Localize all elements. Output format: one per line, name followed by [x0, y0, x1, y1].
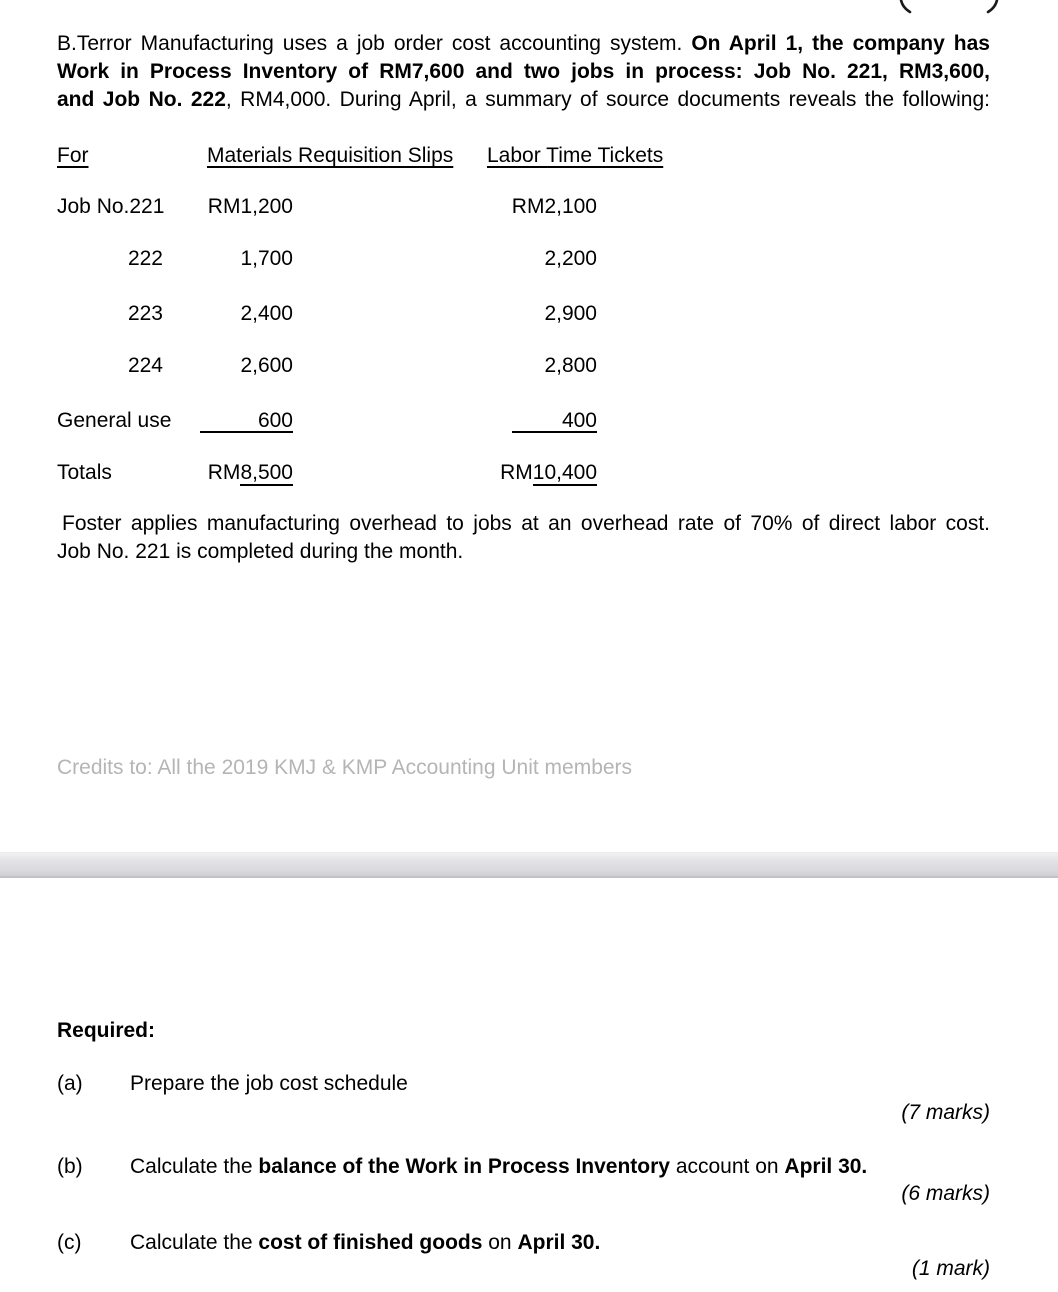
totals-labor-amount: 10,400 [532, 461, 597, 484]
labor-value: 2,800 [544, 354, 597, 377]
column-header-labor: Labor Time Tickets [487, 144, 664, 167]
credits-text: Credits to: All the 2019 KMJ & KMP Accounting Unit members [57, 756, 633, 779]
item-a-label: (a) [57, 1072, 83, 1095]
item-a-text: Prepare the job cost schedule [130, 1072, 408, 1095]
overhead-note [57, 510, 990, 566]
totals-materials-amount: 8,500 [240, 461, 293, 484]
labor-value-underlined: 400 [512, 410, 597, 433]
item-a-marks: (7 marks) [901, 1101, 990, 1124]
row-label: 222 [127, 247, 163, 270]
totals-materials [160, 462, 293, 483]
row-label: Job No.221 [57, 195, 165, 218]
labor-value: 2,200 [544, 247, 597, 270]
intro-line: Work in Process Inventory of RM7,600 and two jobs in process: Job No. 221, RM3,600, [57, 60, 990, 83]
materials-value: 2,600 [240, 354, 293, 377]
materials-value-underlined: 600 [200, 410, 293, 433]
row-label: 223 [127, 302, 163, 325]
cropped-paren-right [985, 0, 1001, 14]
row-label: General use [57, 409, 172, 432]
section-divider-bar [0, 852, 1058, 878]
labor-value: 2,900 [544, 302, 597, 325]
intro-paragraph [57, 30, 990, 114]
totals-labor [460, 462, 597, 483]
column-header-for: For [57, 144, 89, 167]
item-b-marks: (6 marks) [901, 1182, 990, 1205]
item-c-text: Calculate the cost of finished goods on April 30. [130, 1231, 601, 1254]
totals-label: Totals [57, 461, 112, 484]
overhead-note-line: Foster applies manufacturing overhead to jobs at an overhead rate of 70% of direct labor cost. [62, 512, 990, 535]
required-heading: Required: [57, 1019, 156, 1042]
column-header-materials: Materials Requisition Slips [207, 144, 454, 167]
item-b-text: Calculate the balance of the Work in Process Inventory account on April 30. [130, 1155, 868, 1178]
cropped-paren-left [897, 0, 913, 14]
item-c-marks: (1 mark) [911, 1257, 990, 1280]
overhead-note-line: Job No. 221 is completed during the month. [57, 540, 464, 563]
currency-prefix: RM [500, 461, 533, 484]
materials-value: 1,700 [240, 247, 293, 270]
intro-line: B.Terror Manufacturing uses a job order cost accounting system. On April 1, the company has [57, 32, 990, 55]
row-label: 224 [127, 354, 163, 377]
item-b-label: (b) [57, 1155, 83, 1178]
currency-prefix: RM [207, 461, 241, 484]
labor-value: RM2,100 [511, 195, 597, 218]
item-c-label: (c) [57, 1231, 82, 1254]
materials-value: 2,400 [240, 302, 293, 325]
materials-value: RM1,200 [207, 195, 293, 218]
intro-line: and Job No. 222, RM4,000. During April, a summary of source documents reveals the following: [57, 88, 990, 111]
